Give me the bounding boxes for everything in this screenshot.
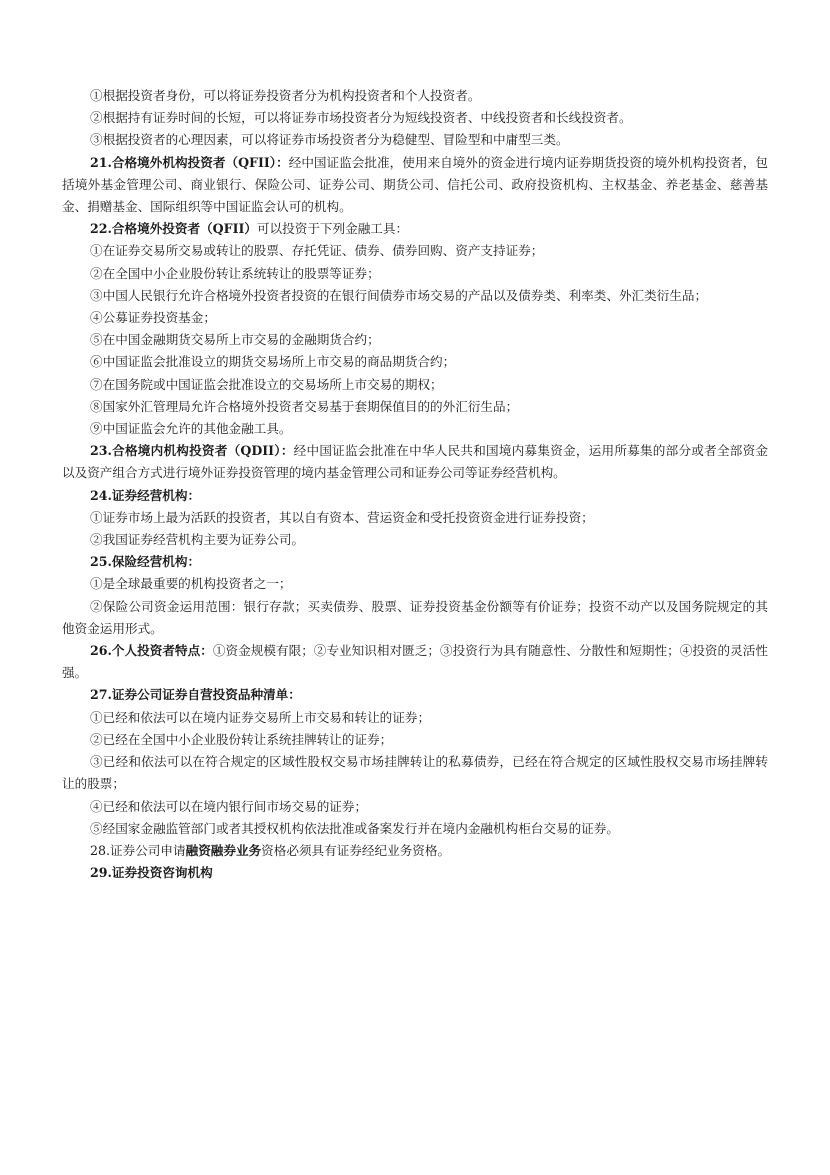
paragraph: ③根据投资者的心理因素，可以将证券市场投资者分为稳健型、冒险型和中庸型三类。 [90,132,569,148]
paragraph-text: 经中国证监会批准，使用来自境外的资金进行境内证券期货投资的境外机构投资者，包括境外基金管理公司、商业银行、保险公司、证券公司、期货公司、信托公司、政府投资机构、主权基金、养老基金、慈善基金、捐赠基金、国际组织等中国证监会认可的机构。 [62,154,768,215]
list-item: ①证券市场上最为活跃的投资者，其以自有资本、营运资金和受托投资资金进行证券投资； [90,509,594,525]
list-item: ①在证券交易所交易或转让的股票、存托凭证、债券、债券回购、资产支持证券； [90,243,544,259]
paragraph-text: 资格必须具有证券经纪业务资格。 [261,842,451,858]
paragraph-margin-trading [62,840,768,862]
emphasis-margin-trading: 融资融券业务 [185,842,262,858]
list-item: ①已经和依法可以在境内证券交易所上市交易和转让的证券； [90,709,431,725]
paragraph-text: ①资金规模有限；②专业知识相对匮乏；③投资行为具有随意性、分散性和短期性；④投资的灵活性强。 [62,643,768,681]
list-item: ②在全国中小企业股份转让系统转让的股票等证券； [90,265,380,281]
paragraph-qdii-definition [62,440,768,484]
list-item: ①是全球最重要的机构投资者之一； [90,576,292,592]
heading-qdii: 23.合格境内机构投资者（QDII）： [90,443,294,459]
list-item: ②已经在全国中小企业股份转让系统挂牌转让的证券； [90,731,393,747]
paragraph-qfii-instruments [62,218,768,240]
heading-advisory-firms: 29.证券投资咨询机构 [90,865,213,881]
list-item: ⑥中国证监会批准设立的期货交易场所上市交易的商品期货合约； [90,354,456,370]
paragraph: ①根据投资者身份，可以将证券投资者分为机构投资者和个人投资者。 [90,88,481,103]
paragraph-text: 可以投资于下列金融工具： [256,221,409,237]
list-item: ③已经和依法可以在符合规定的区域性股权交易市场挂牌转让的私募债券，已经在符合规定的区域性股权交易市场挂牌转让的股票； [62,754,768,792]
paragraph-text: 经中国证监会批准在中华人民共和国境内募集资金，运用所募集的部分或者全部资金以及资产组合方式进行境外证券投资管理的境内基金管理公司和证券公司等证券经营机构。 [62,443,768,481]
list-item: ③中国人民银行允许合格境外投资者投资的在银行间债券市场交易的产品以及债券类、利率类、外汇类衍生品； [90,287,708,303]
list-item: ⑦在国务院或中国证监会批准设立的交易场所上市交易的期权； [90,376,443,392]
heading-individual-investors: 26.个人投资者特点： [90,643,213,659]
paragraph: ②根据持有证券时间的长短，可以将证券市场投资者分为短线投资者、中线投资者和长线投资者。 [90,110,632,126]
document-body [62,85,768,884]
paragraph-qfii-definition [62,152,768,219]
heading-qfii-instruments: 22.合格境外投资者（QFII） [90,221,257,237]
paragraph-individual-investors [62,640,768,684]
list-item: ⑤经国家金融监管部门或者其授权机构依法批准或备案发行并在境内金融机构柜台交易的证券。 [90,820,619,836]
list-item: ⑧国家外汇管理局允许合格境外投资者交易基于套期保值目的的外汇衍生品； [90,398,519,414]
list-item: ⑤在中国金融期货交易所上市交易的金融期货合约； [90,332,380,348]
list-item: ④公募证券投资基金； [90,310,216,326]
list-item: ②我国证券经营机构主要为证券公司。 [90,532,305,548]
list-item: ④已经和依法可以在境内银行间市场交易的证券； [90,798,368,814]
list-item: ②保险公司资金运用范围：银行存款；买卖债券、股票、证券投资基金份额等有价证券；投资不动产以及国务院规定的其他资金运用形式。 [62,598,768,636]
heading-qfii: 21.合格境外机构投资者（QFII）： [90,154,289,170]
paragraph-text: 28.证券公司申请 [90,842,186,858]
heading-securities-firms: 24.证券经营机构： [90,487,201,503]
list-item: ⑨中国证监会允许的其他金融工具。 [90,421,292,437]
heading-proprietary-list: 27.证券公司证券自营投资品种清单： [90,687,301,703]
heading-insurance-firms: 25.保险经营机构： [90,554,201,570]
